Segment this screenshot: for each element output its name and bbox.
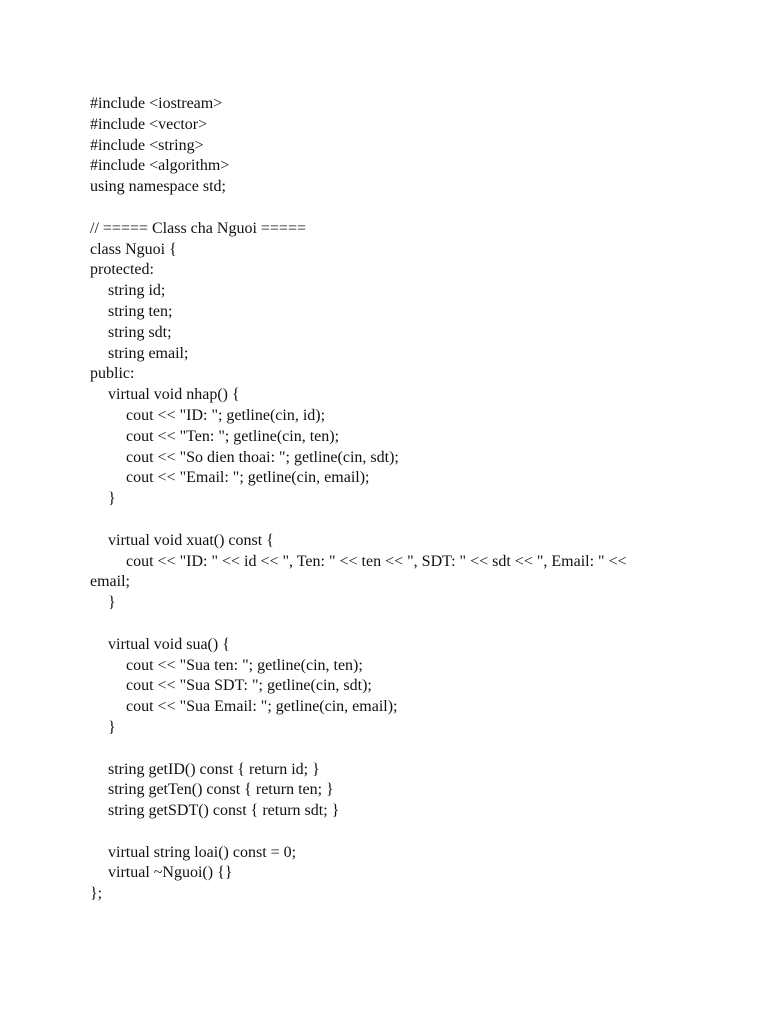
code-comment: // ===== Class cha Nguoi =====	[90, 219, 306, 237]
code-line: cout << "So dien thoai: "; getline(cin, sdt);	[126, 448, 399, 466]
code-line: virtual void xuat() const {	[108, 531, 274, 549]
code-line: cout << "Ten: "; getline(cin, ten);	[126, 427, 340, 445]
code-listing	[90, 94, 690, 905]
blank-line	[90, 510, 690, 531]
code-line: public:	[90, 365, 135, 383]
code-line: cout << "Email: "; getline(cin, email);	[126, 469, 370, 487]
code-line: }	[108, 718, 116, 736]
code-line: }	[108, 594, 116, 612]
code-line: string getSDT() const { return sdt; }	[108, 802, 340, 820]
code-line: #include <algorithm>	[90, 157, 230, 175]
code-line: virtual ~Nguoi() {}	[108, 864, 233, 882]
code-line: virtual void sua() {	[108, 635, 230, 653]
code-line: };	[90, 885, 103, 903]
blank-line	[90, 614, 690, 635]
code-line: protected:	[90, 261, 154, 279]
code-line: cout << "Sua SDT: "; getline(cin, sdt);	[126, 677, 372, 695]
code-line: string sdt;	[108, 323, 172, 341]
code-line: string email;	[108, 344, 189, 362]
code-line: #include <string>	[90, 136, 204, 154]
code-line: string getTen() const { return ten; }	[108, 781, 334, 799]
code-line: email;	[90, 573, 130, 591]
code-line: cout << "ID: " << id << ", Ten: " << ten << ", SDT: " << sdt << ", Email: " <<	[126, 552, 627, 570]
code-line: string id;	[108, 282, 166, 300]
code-line: #include <iostream>	[90, 95, 223, 112]
code-line: virtual string loai() const = 0;	[108, 843, 297, 861]
code-line: cout << "Sua ten: "; getline(cin, ten);	[126, 656, 363, 674]
code-line: class Nguoi {	[90, 240, 177, 258]
code-line: cout << "ID: "; getline(cin, id);	[126, 406, 326, 424]
code-line: cout << "Sua Email: "; getline(cin, email);	[126, 698, 398, 716]
blank-line	[90, 822, 690, 843]
blank-line	[90, 198, 690, 219]
code-line: }	[108, 490, 116, 508]
code-line: string ten;	[108, 302, 173, 320]
code-line: virtual void nhap() {	[108, 386, 240, 404]
code-line: using namespace std;	[90, 178, 226, 196]
blank-line	[90, 739, 690, 760]
code-line: string getID() const { return id; }	[108, 760, 320, 778]
code-line: #include <vector>	[90, 115, 208, 133]
